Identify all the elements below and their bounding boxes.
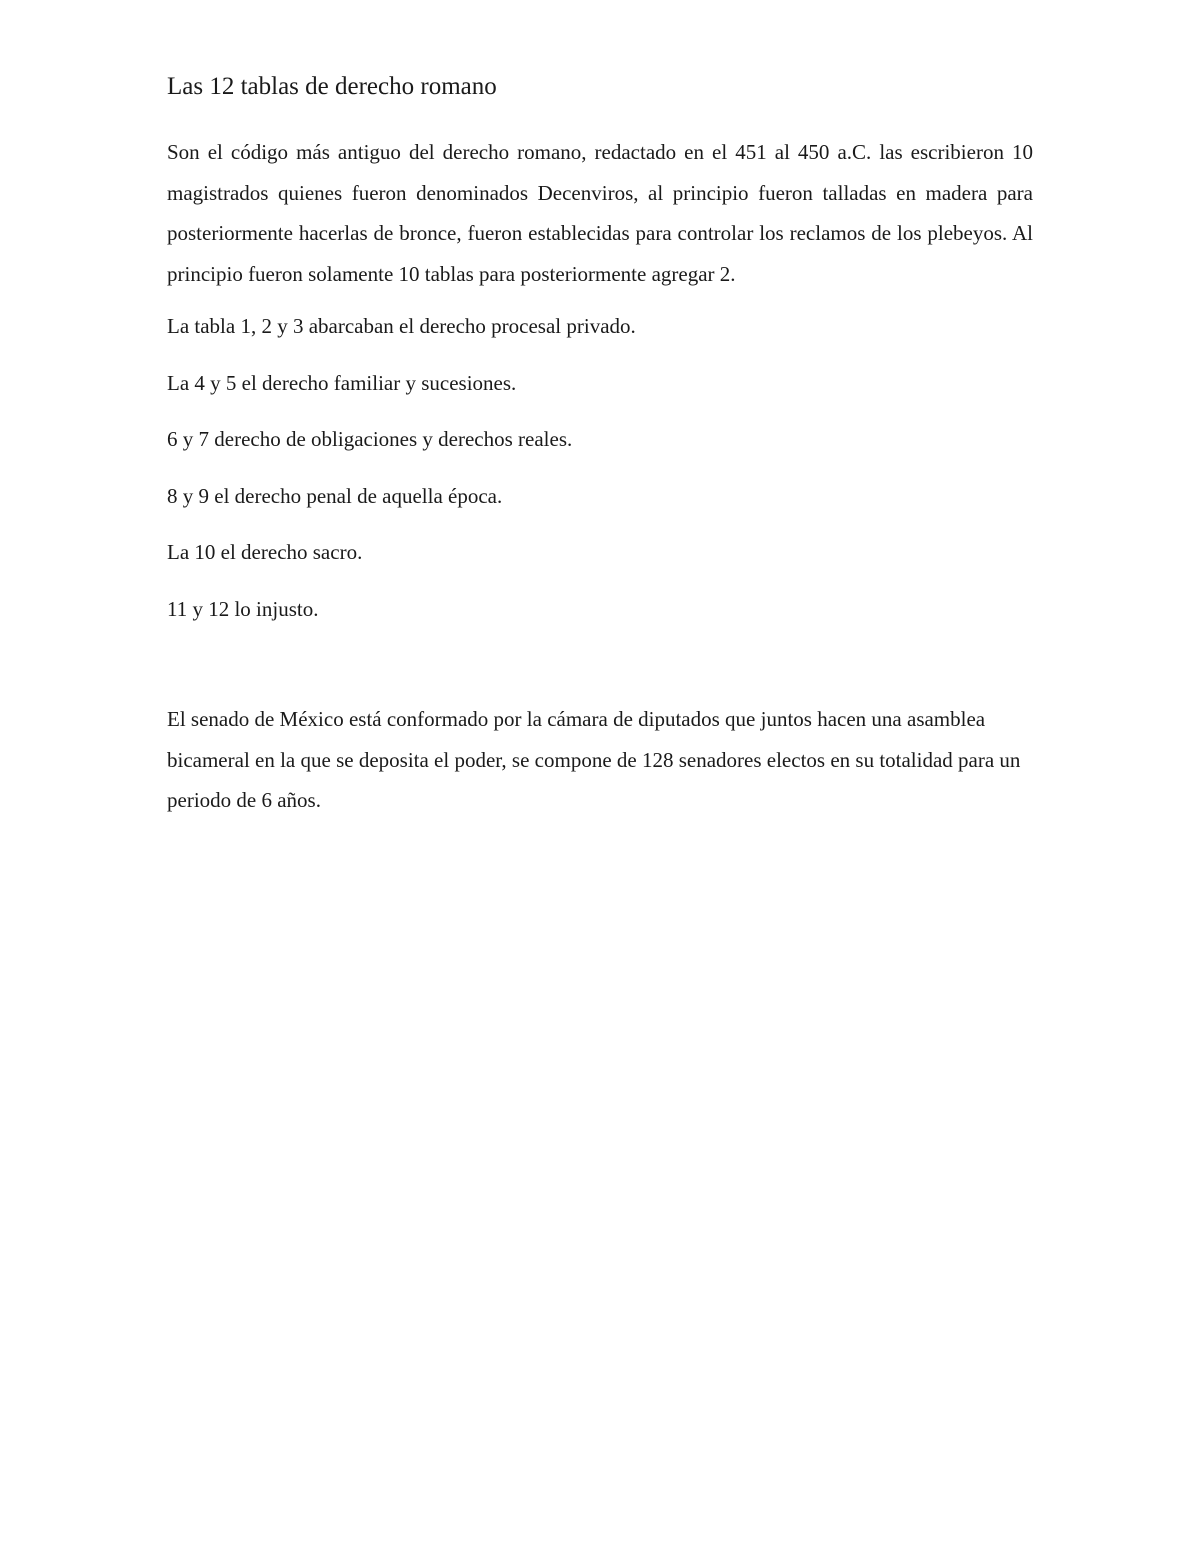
table-item-8-9: 8 y 9 el derecho penal de aquella época.	[167, 483, 503, 508]
intro-paragraph: Son el código más antiguo del derecho romano, redactado en el 451 al 450 a.C. las escribieron 10 magistrados quienes fueron denominados Decenviros, al principio fueron talladas en madera para posteriormente hacerlas de bronce, fueron establecidas para controlar los reclamos de los plebeyos. Al principio fueron solamente 10 tablas para posteriormente agregar 2.	[167, 140, 1033, 286]
table-item-4-5: La 4 y 5 el derecho familiar y sucesiones.	[167, 370, 517, 395]
table-item-10: La 10 el derecho sacro.	[167, 540, 363, 564]
document-page	[167, 68, 1033, 821]
table-item-6-7: 6 y 7 derecho de obligaciones y derechos reales.	[167, 427, 573, 451]
senado-paragraph: El senado de México está conformado por la cámara de diputados que juntos hacen una asamblea bicameral en la que se deposita el poder, se compone de 128 senadores electos en su totalidad para un periodo de 6 años.	[167, 707, 1021, 812]
document-title: Las 12 tablas de derecho romano	[167, 73, 497, 100]
table-item-1-3: La tabla 1, 2 y 3 abarcaban el derecho procesal privado.	[167, 314, 636, 338]
paragraph-spacer	[167, 645, 1033, 699]
table-item-11-12: 11 y 12 lo injusto.	[167, 596, 319, 621]
